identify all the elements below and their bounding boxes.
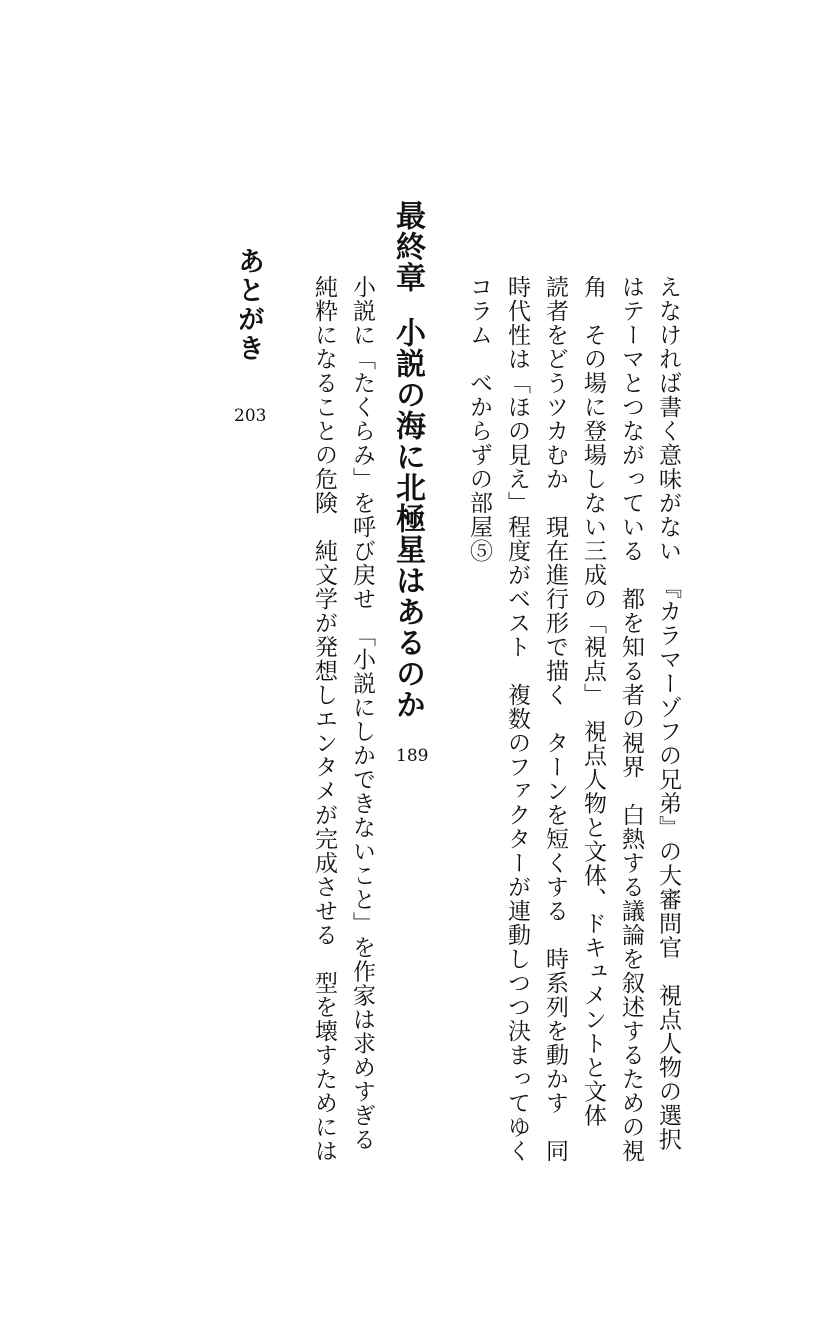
toc-line-5: 時代性は「ほの見え」程度がベスト 複数のファクターが連動しつつ決まってゆく bbox=[504, 275, 530, 1163]
afterword-page-number: 203 bbox=[234, 406, 267, 426]
toc-line-1: えなければ書く意味がない 『カラマーゾフの兄弟』の大審問官 視点人物の選択 bbox=[655, 275, 681, 1152]
toc-line-4: 読者をどうツカむか 現在進行形で描く ターンを短くする 時系列を動かす 同 bbox=[542, 275, 568, 1163]
afterword-heading: あとがき bbox=[233, 247, 264, 363]
chapter-title: 小説の海に北極星はあるのか bbox=[390, 317, 425, 720]
column-entry: コラム べからずの部屋⑤ bbox=[466, 275, 492, 563]
toc-line-3: 角 その場に登場しない三成の「視点」 視点人物と文体、ドキュメントと文体 bbox=[580, 275, 606, 1128]
final-chapter-heading bbox=[390, 200, 425, 720]
toc-line-2: はテーマとつながっている 都を知る者の視界 白熱する議論を叙述するための視 bbox=[618, 275, 644, 1163]
chapter-label: 最終章 bbox=[390, 200, 425, 293]
chapter-page-number: 189 bbox=[396, 746, 429, 766]
final-chapter-line-2: 純粋になることの危険 純文学が発想しエンタメが完成させる 型を壊すためには bbox=[311, 275, 337, 1163]
final-chapter-line-1: 小説に「たくらみ」を呼び戻せ 「小説にしかできないこと」を作家は求めすぎる bbox=[349, 275, 375, 1152]
